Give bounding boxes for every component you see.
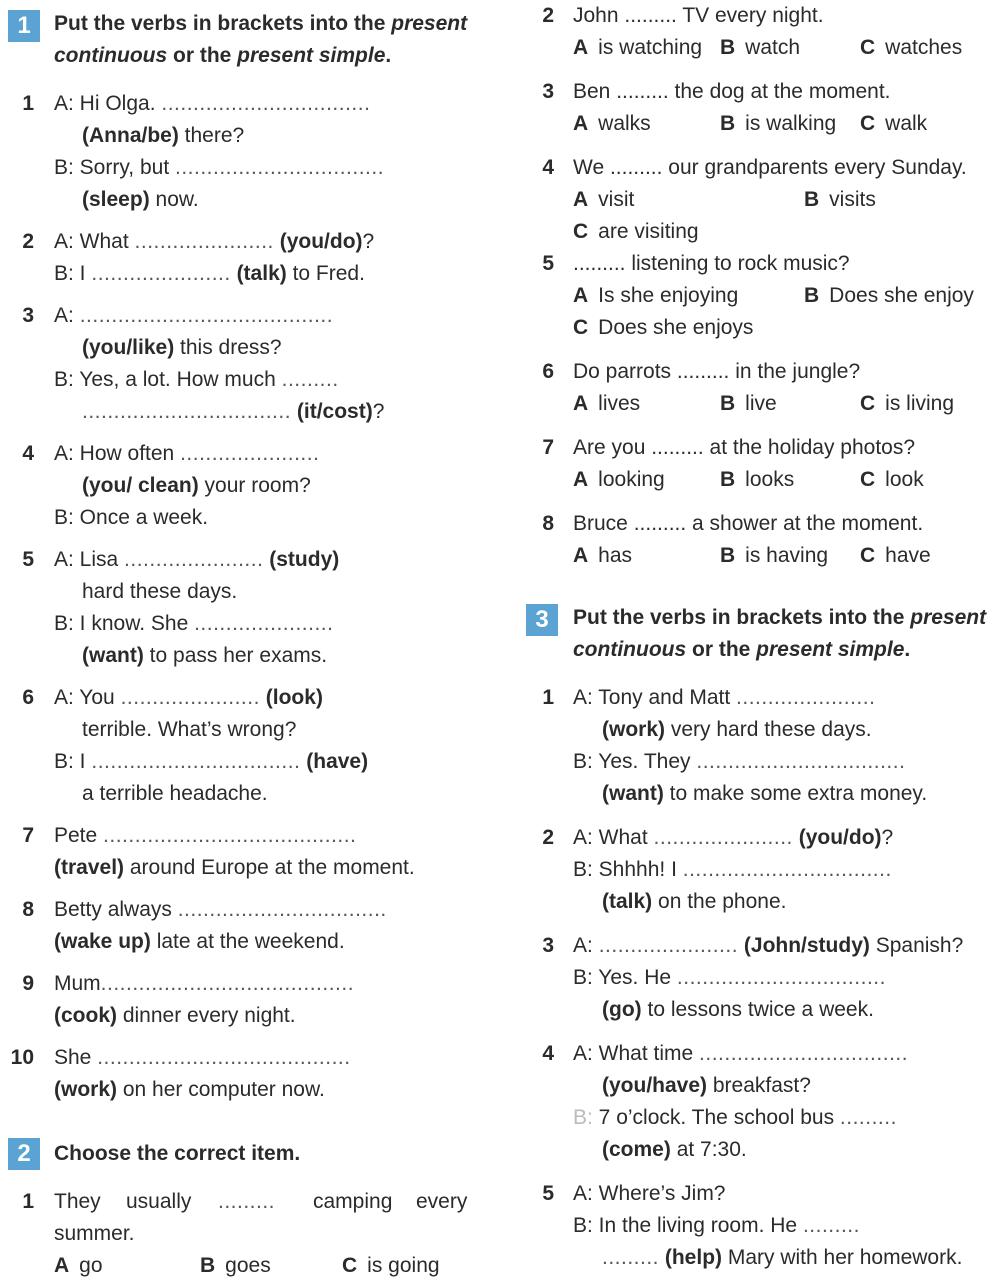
dialog-text: to lessons twice a week. bbox=[641, 998, 874, 1021]
item-number: 2 bbox=[542, 826, 554, 849]
ex2-item1-q-word: every bbox=[416, 1190, 468, 1213]
ex1-item1-b-line bbox=[54, 154, 384, 182]
option-b[interactable] bbox=[720, 466, 794, 494]
answer-blank[interactable]: ................................. bbox=[676, 966, 886, 989]
dialog-text: Betty always bbox=[54, 898, 178, 921]
item-number: 5 bbox=[22, 548, 34, 571]
ex1-item5-a-line bbox=[54, 546, 339, 574]
option-text: go bbox=[79, 1254, 103, 1277]
verb-prompt: (talk) bbox=[236, 262, 287, 285]
answer-blank[interactable]: ......... bbox=[218, 1190, 276, 1213]
item-number: 4 bbox=[542, 156, 554, 179]
option-letter: A bbox=[573, 544, 589, 567]
dialog-text: to pass her exams. bbox=[143, 644, 328, 667]
dialog-text: Pete bbox=[54, 824, 104, 847]
title-italic: continuous bbox=[573, 638, 687, 661]
dialog-text: A: bbox=[54, 304, 74, 327]
ex3-item3-a-line bbox=[573, 932, 963, 960]
option-b[interactable] bbox=[720, 34, 800, 62]
dialog-text: your room? bbox=[198, 474, 311, 497]
option-c[interactable] bbox=[860, 110, 927, 138]
dialog-text: A: bbox=[573, 934, 599, 957]
answer-blank[interactable]: ........................................ bbox=[79, 304, 334, 327]
exercise-3-badge: 3 bbox=[526, 604, 558, 636]
ex2-item8-question: Bruce ......... a shower at the moment. bbox=[573, 512, 924, 535]
dialog-text: B: I know. She bbox=[54, 612, 195, 635]
item-number: 2 bbox=[22, 230, 34, 253]
option-text: Does she enjoys bbox=[598, 316, 754, 339]
ex1-item3-b-line bbox=[54, 366, 339, 394]
verb-prompt: (you/ clean) bbox=[82, 474, 199, 497]
item-number: 3 bbox=[22, 304, 34, 327]
item-number: 1 bbox=[542, 686, 554, 709]
option-text: has bbox=[598, 544, 633, 567]
option-text: is watching bbox=[598, 36, 703, 59]
answer-blank[interactable]: ................................. bbox=[696, 750, 906, 773]
verb-prompt: (talk) bbox=[602, 890, 653, 913]
item-number: 4 bbox=[542, 1042, 554, 1065]
dialog-text: around Europe at the moment. bbox=[124, 856, 415, 879]
verb-prompt: (you/have) bbox=[602, 1074, 708, 1097]
option-text: is going bbox=[367, 1254, 440, 1277]
ex2-item5-question: ......... listening to rock music? bbox=[573, 252, 850, 275]
dialog-text: B: I bbox=[54, 750, 92, 773]
dialog-text: a terrible headache. bbox=[82, 782, 268, 805]
option-b[interactable] bbox=[720, 390, 777, 418]
ex3-item1-b-line bbox=[573, 748, 905, 776]
dialog-text: Mum bbox=[54, 972, 101, 995]
ex2-item2-question: John ......... TV every night. bbox=[573, 4, 824, 27]
answer-blank[interactable]: ........................................ bbox=[97, 1046, 351, 1069]
dialog-text: A: What time bbox=[573, 1042, 700, 1065]
ex1-item7-line2 bbox=[54, 854, 415, 882]
verb-prompt: (work) bbox=[54, 1078, 117, 1101]
dialog-text: there? bbox=[178, 124, 245, 147]
option-letter: A bbox=[573, 392, 589, 415]
option-letter: C bbox=[860, 112, 876, 135]
dialog-text: B: I bbox=[54, 262, 92, 285]
option-b[interactable] bbox=[720, 110, 836, 138]
ex3-item4-a-line bbox=[573, 1040, 908, 1068]
option-a[interactable] bbox=[573, 34, 702, 62]
dialog-text: B: Shhhh! I bbox=[573, 858, 683, 881]
answer-blank[interactable]: ................................. bbox=[82, 400, 292, 423]
option-text: are visiting bbox=[598, 220, 699, 243]
option-letter: A bbox=[573, 112, 589, 135]
answer-blank[interactable]: ................................. bbox=[161, 92, 371, 115]
item-number: 3 bbox=[542, 80, 554, 103]
option-b[interactable] bbox=[720, 542, 828, 570]
ex2-item1-q-word: summer. bbox=[54, 1222, 135, 1245]
dialog-text: She bbox=[54, 1046, 98, 1069]
item-number: 8 bbox=[542, 512, 554, 535]
option-text: is walking bbox=[745, 112, 837, 135]
dialog-text: very hard these days. bbox=[665, 718, 872, 741]
exercise-1-title-line2 bbox=[54, 42, 391, 70]
answer-blank[interactable]: ...................... bbox=[194, 612, 334, 635]
ex3-item2-a-line bbox=[573, 824, 893, 852]
verb-prompt: (go) bbox=[602, 998, 642, 1021]
exercise-2-badge: 2 bbox=[8, 1138, 40, 1170]
option-a[interactable] bbox=[573, 110, 651, 138]
option-text: visit bbox=[598, 188, 635, 211]
verb-prompt: (sleep) bbox=[82, 188, 150, 211]
option-a[interactable] bbox=[573, 466, 665, 494]
item-number: 8 bbox=[22, 898, 34, 921]
option-letter: C bbox=[342, 1254, 358, 1277]
exercise-3-title-line2 bbox=[573, 636, 910, 664]
option-c[interactable] bbox=[573, 314, 753, 342]
option-c[interactable] bbox=[342, 1252, 440, 1280]
dialog-text: B: Yes, a lot. How much bbox=[54, 368, 276, 391]
dialog-text: A: What bbox=[54, 230, 135, 253]
option-text: live bbox=[745, 392, 777, 415]
option-c[interactable] bbox=[860, 466, 924, 494]
option-a[interactable] bbox=[573, 186, 634, 214]
answer-blank[interactable]: ........................................ bbox=[100, 972, 355, 995]
ex1-item7-line bbox=[54, 822, 356, 850]
option-letter: B bbox=[720, 112, 736, 135]
option-text: walk bbox=[885, 112, 928, 135]
dialog-text: now. bbox=[149, 188, 199, 211]
option-c[interactable] bbox=[860, 390, 954, 418]
option-letter: C bbox=[573, 316, 589, 339]
dialog-text: A: Hi Olga. bbox=[54, 92, 162, 115]
ex3-item5-b-line bbox=[573, 1212, 860, 1240]
ex1-item9-line bbox=[54, 970, 354, 998]
title-italic: present bbox=[391, 12, 468, 35]
ex1-item10-line2 bbox=[54, 1076, 325, 1104]
option-letter: B bbox=[804, 284, 820, 307]
option-b[interactable] bbox=[804, 186, 876, 214]
answer-blank[interactable]: ......... bbox=[802, 1214, 860, 1237]
ex1-item1-b-line2 bbox=[82, 186, 199, 214]
ex1-item5-b-line2 bbox=[82, 642, 327, 670]
ex1-item1-a-line bbox=[54, 90, 370, 118]
verb-prompt: (you/do) bbox=[798, 826, 882, 849]
verb-prompt: (have) bbox=[306, 750, 369, 773]
ex1-item4-b-line bbox=[54, 504, 208, 532]
option-b[interactable] bbox=[200, 1252, 271, 1280]
answer-blank[interactable]: ......... bbox=[602, 1246, 660, 1269]
verb-prompt: (look) bbox=[265, 686, 323, 709]
answer-blank[interactable]: ...................... bbox=[91, 262, 231, 285]
verb-prompt: (work) bbox=[602, 718, 665, 741]
option-text: look bbox=[885, 468, 924, 491]
dialog-text: dinner every night. bbox=[117, 1004, 296, 1027]
option-text: Is she enjoying bbox=[598, 284, 739, 307]
ex1-item3-a-line2 bbox=[82, 334, 282, 362]
option-b[interactable] bbox=[804, 282, 974, 310]
ex3-item5-a-line: A: Where’s Jim? bbox=[573, 1182, 726, 1205]
title-italic: present simple bbox=[237, 44, 386, 67]
answer-blank[interactable]: ...................... bbox=[124, 548, 264, 571]
dialog-text: terrible. What’s wrong? bbox=[82, 718, 297, 741]
title-text: or the bbox=[167, 44, 238, 67]
item-number: 5 bbox=[542, 252, 554, 275]
dialog-text: Mary with her homework. bbox=[722, 1246, 963, 1269]
ex1-item6-b-line2 bbox=[82, 780, 268, 808]
option-text: goes bbox=[225, 1254, 271, 1277]
option-letter: C bbox=[860, 468, 876, 491]
dialog-text: late at the weekend. bbox=[150, 930, 345, 953]
title-text: . bbox=[385, 44, 392, 67]
answer-blank[interactable]: ...................... bbox=[180, 442, 320, 465]
answer-blank[interactable]: ................................. bbox=[699, 1042, 909, 1065]
verb-prompt: (travel) bbox=[54, 856, 125, 879]
item-number: 6 bbox=[542, 360, 554, 383]
option-letter: C bbox=[573, 220, 589, 243]
ex3-item3-b-line bbox=[573, 964, 886, 992]
ex1-item3-b-line2 bbox=[82, 398, 384, 426]
option-letter: B bbox=[804, 188, 820, 211]
option-c[interactable] bbox=[860, 542, 931, 570]
option-a[interactable] bbox=[573, 390, 640, 418]
item-number: 7 bbox=[542, 436, 554, 459]
option-text: is living bbox=[885, 392, 955, 415]
option-text: visits bbox=[829, 188, 876, 211]
option-letter: A bbox=[573, 468, 589, 491]
title-text: or the bbox=[686, 638, 757, 661]
option-text: watches bbox=[885, 36, 963, 59]
option-a[interactable] bbox=[573, 542, 632, 570]
answer-blank[interactable]: ........................................ bbox=[103, 824, 357, 847]
answer-blank[interactable]: ......... bbox=[281, 368, 339, 391]
title-text: Put the verbs in brackets into the bbox=[54, 12, 392, 35]
verb-prompt: (it/cost) bbox=[296, 400, 373, 423]
verb-prompt: (cook) bbox=[54, 1004, 117, 1027]
exercise-2-title: Choose the correct item. bbox=[54, 1142, 301, 1165]
dialog-text: at 7:30. bbox=[670, 1138, 747, 1161]
ex1-item10-line bbox=[54, 1044, 351, 1072]
option-text: looking bbox=[598, 468, 665, 491]
verb-prompt: (want) bbox=[82, 644, 144, 667]
ex2-item6-question: Do parrots ......... in the jungle? bbox=[573, 360, 861, 383]
answer-blank[interactable]: ......... bbox=[839, 1106, 897, 1129]
item-number: 1 bbox=[22, 1190, 34, 1213]
verb-prompt: (you/like) bbox=[82, 336, 175, 359]
option-letter: B bbox=[720, 544, 736, 567]
option-text: have bbox=[885, 544, 931, 567]
option-text: is having bbox=[745, 544, 829, 567]
ex2-item1-q-word: They bbox=[54, 1190, 101, 1213]
option-text: walks bbox=[598, 112, 651, 135]
ex3-item2-b-line bbox=[573, 856, 892, 884]
option-a[interactable] bbox=[573, 282, 738, 310]
ex3-item5-b-line2 bbox=[602, 1244, 962, 1272]
ex1-item5-a-line2 bbox=[82, 578, 237, 606]
option-text: lives bbox=[598, 392, 641, 415]
dialog-text: B: In the living room. He bbox=[573, 1214, 803, 1237]
answer-blank[interactable]: ................................. bbox=[682, 858, 892, 881]
ex3-item1-a-line2 bbox=[602, 716, 872, 744]
dialog-text: ? bbox=[362, 230, 375, 253]
answer-blank[interactable]: ...................... bbox=[653, 826, 793, 849]
dialog-text: B: Yes. He bbox=[573, 966, 677, 989]
option-text: looks bbox=[745, 468, 795, 491]
option-c[interactable] bbox=[573, 218, 699, 246]
option-letter: B bbox=[720, 392, 736, 415]
title-text: Put the verbs in brackets into the bbox=[573, 606, 911, 629]
ex3-item4-a-line2 bbox=[602, 1072, 811, 1100]
ex3-item3-b-line2 bbox=[602, 996, 874, 1024]
answer-blank[interactable]: ................................. bbox=[177, 898, 387, 921]
verb-prompt: (study) bbox=[269, 548, 340, 571]
ex1-item8-line2 bbox=[54, 928, 345, 956]
item-number: 2 bbox=[542, 4, 554, 27]
option-a[interactable] bbox=[54, 1252, 103, 1280]
title-italic: present simple bbox=[756, 638, 905, 661]
verb-prompt: (John/study) bbox=[743, 934, 870, 957]
answer-blank[interactable]: ...................... bbox=[120, 686, 260, 709]
ex3-item4-b-line bbox=[573, 1104, 897, 1132]
ex1-item4-a-line2 bbox=[82, 472, 311, 500]
ex2-item4-question: We ......... our grandparents every Sunday. bbox=[573, 156, 967, 179]
answer-blank[interactable]: ...................... bbox=[134, 230, 274, 253]
item-number: 5 bbox=[542, 1182, 554, 1205]
ex1-item4-a-line bbox=[54, 440, 319, 468]
dialog-text: this dress? bbox=[174, 336, 282, 359]
ex3-item4-b-line2 bbox=[602, 1136, 747, 1164]
dialog-text: A: What bbox=[573, 826, 654, 849]
title-italic: present bbox=[910, 606, 987, 629]
option-letter: C bbox=[860, 392, 876, 415]
option-letter: A bbox=[54, 1254, 70, 1277]
option-letter: B bbox=[200, 1254, 216, 1277]
ex3-item2-b-line2 bbox=[602, 888, 786, 916]
ex1-item5-b-line bbox=[54, 610, 333, 638]
dialog-text: Spanish? bbox=[869, 934, 964, 957]
ex1-item8-line bbox=[54, 896, 387, 924]
title-italic: continuous bbox=[54, 44, 168, 67]
option-letter: C bbox=[860, 544, 876, 567]
ex2-item7-question: Are you ......... at the holiday photos? bbox=[573, 436, 916, 459]
item-number: 6 bbox=[22, 686, 34, 709]
dialog-text: A: Tony and Matt bbox=[573, 686, 737, 709]
answer-blank[interactable]: ................................. bbox=[175, 156, 385, 179]
verb-prompt: (Anna/be) bbox=[82, 124, 179, 147]
ex1-item9-line2 bbox=[54, 1002, 296, 1030]
verb-prompt: (help) bbox=[664, 1246, 723, 1269]
exercise-1-badge: 1 bbox=[8, 10, 40, 42]
exercise-1-title-line1 bbox=[54, 10, 467, 38]
dialog-text: A: Lisa bbox=[54, 548, 125, 571]
title-text: . bbox=[904, 638, 911, 661]
option-letter: B bbox=[720, 36, 736, 59]
dialog-text: on her computer now. bbox=[117, 1078, 325, 1101]
ex1-item2-b-line bbox=[54, 260, 365, 288]
dialog-text: 7 o’clock. The school bus bbox=[592, 1106, 840, 1129]
dialog-text: A: How often bbox=[54, 442, 175, 465]
item-number: 7 bbox=[22, 824, 34, 847]
item-number: 10 bbox=[10, 1046, 34, 1069]
item-number: 9 bbox=[22, 972, 34, 995]
item-number: 4 bbox=[22, 442, 34, 465]
ex1-item6-a-line2 bbox=[82, 716, 296, 744]
option-c[interactable] bbox=[860, 34, 962, 62]
ex2-item1-q-word: camping bbox=[313, 1190, 393, 1213]
speaker-letter: B: bbox=[573, 1106, 593, 1129]
dialog-text: ? bbox=[372, 400, 385, 423]
item-number: 3 bbox=[542, 934, 554, 957]
option-letter: A bbox=[573, 36, 589, 59]
ex3-item1-a-line bbox=[573, 684, 875, 712]
dialog-text: B: Once a week. bbox=[54, 506, 209, 529]
answer-blank[interactable]: ...................... bbox=[736, 686, 876, 709]
option-letter: C bbox=[860, 36, 876, 59]
ex2-item1-q-word: usually bbox=[126, 1190, 192, 1213]
ex1-item2-a-line bbox=[54, 228, 374, 256]
dialog-text: on the phone. bbox=[652, 890, 787, 913]
dialog-text: ? bbox=[881, 826, 894, 849]
ex3-item1-b-line2 bbox=[602, 780, 927, 808]
dialog-text: A: You bbox=[54, 686, 121, 709]
verb-prompt: (want) bbox=[602, 782, 664, 805]
dialog-text: B: Sorry, but bbox=[54, 156, 175, 179]
ex1-item6-b-line bbox=[54, 748, 368, 776]
option-letter: A bbox=[573, 188, 589, 211]
item-number: 1 bbox=[22, 92, 34, 115]
verb-prompt: (you/do) bbox=[279, 230, 363, 253]
verb-prompt: (come) bbox=[602, 1138, 671, 1161]
dialog-text: breakfast? bbox=[707, 1074, 811, 1097]
answer-blank[interactable]: ................................. bbox=[91, 750, 301, 773]
dialog-text: hard these days. bbox=[82, 580, 238, 603]
exercise-3-title-line1 bbox=[573, 604, 986, 632]
option-letter: B bbox=[720, 468, 736, 491]
ex2-item3-question: Ben ......... the dog at the moment. bbox=[573, 80, 891, 103]
dialog-text: B: Yes. They bbox=[573, 750, 697, 773]
option-text: watch bbox=[745, 36, 801, 59]
dialog-text: to make some extra money. bbox=[663, 782, 928, 805]
answer-blank[interactable]: ...................... bbox=[598, 934, 739, 957]
ex1-item1-a-line2 bbox=[82, 122, 244, 150]
ex1-item6-a-line bbox=[54, 684, 323, 712]
verb-prompt: (wake up) bbox=[54, 930, 151, 953]
option-letter: A bbox=[573, 284, 589, 307]
ex1-item3-a-line bbox=[54, 302, 333, 330]
dialog-text: to Fred. bbox=[286, 262, 365, 285]
option-text: Does she enjoy bbox=[829, 284, 974, 307]
